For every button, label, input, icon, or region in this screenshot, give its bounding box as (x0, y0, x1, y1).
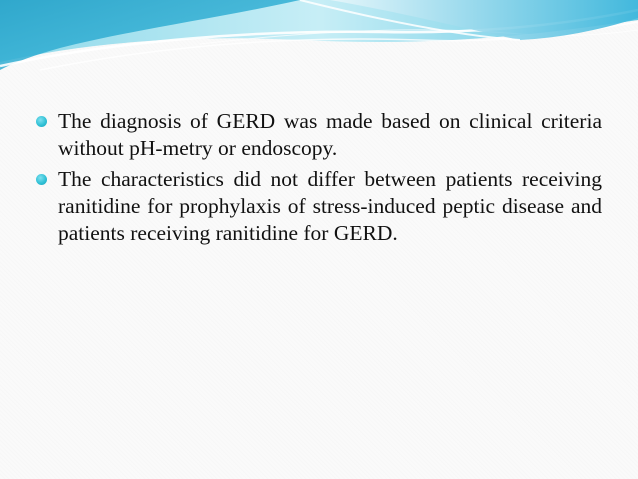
bullet-dot-icon (36, 116, 47, 127)
bullet-text: The diagnosis of GERD was made based on clinical criteria without pH-metry or endoscopy. (58, 109, 602, 160)
bullet-item (36, 166, 602, 247)
bullet-text: The characteristics did not differ between patients receiving ranitidine for prophylaxis of stress-induced peptic disease and patients receiving ranitidine for GERD. (58, 167, 602, 245)
bullet-dot-icon (36, 174, 47, 185)
header-wave-decoration (0, 0, 638, 80)
slide-body (36, 108, 602, 251)
bullet-item (36, 108, 602, 162)
bullet-list (36, 108, 602, 247)
